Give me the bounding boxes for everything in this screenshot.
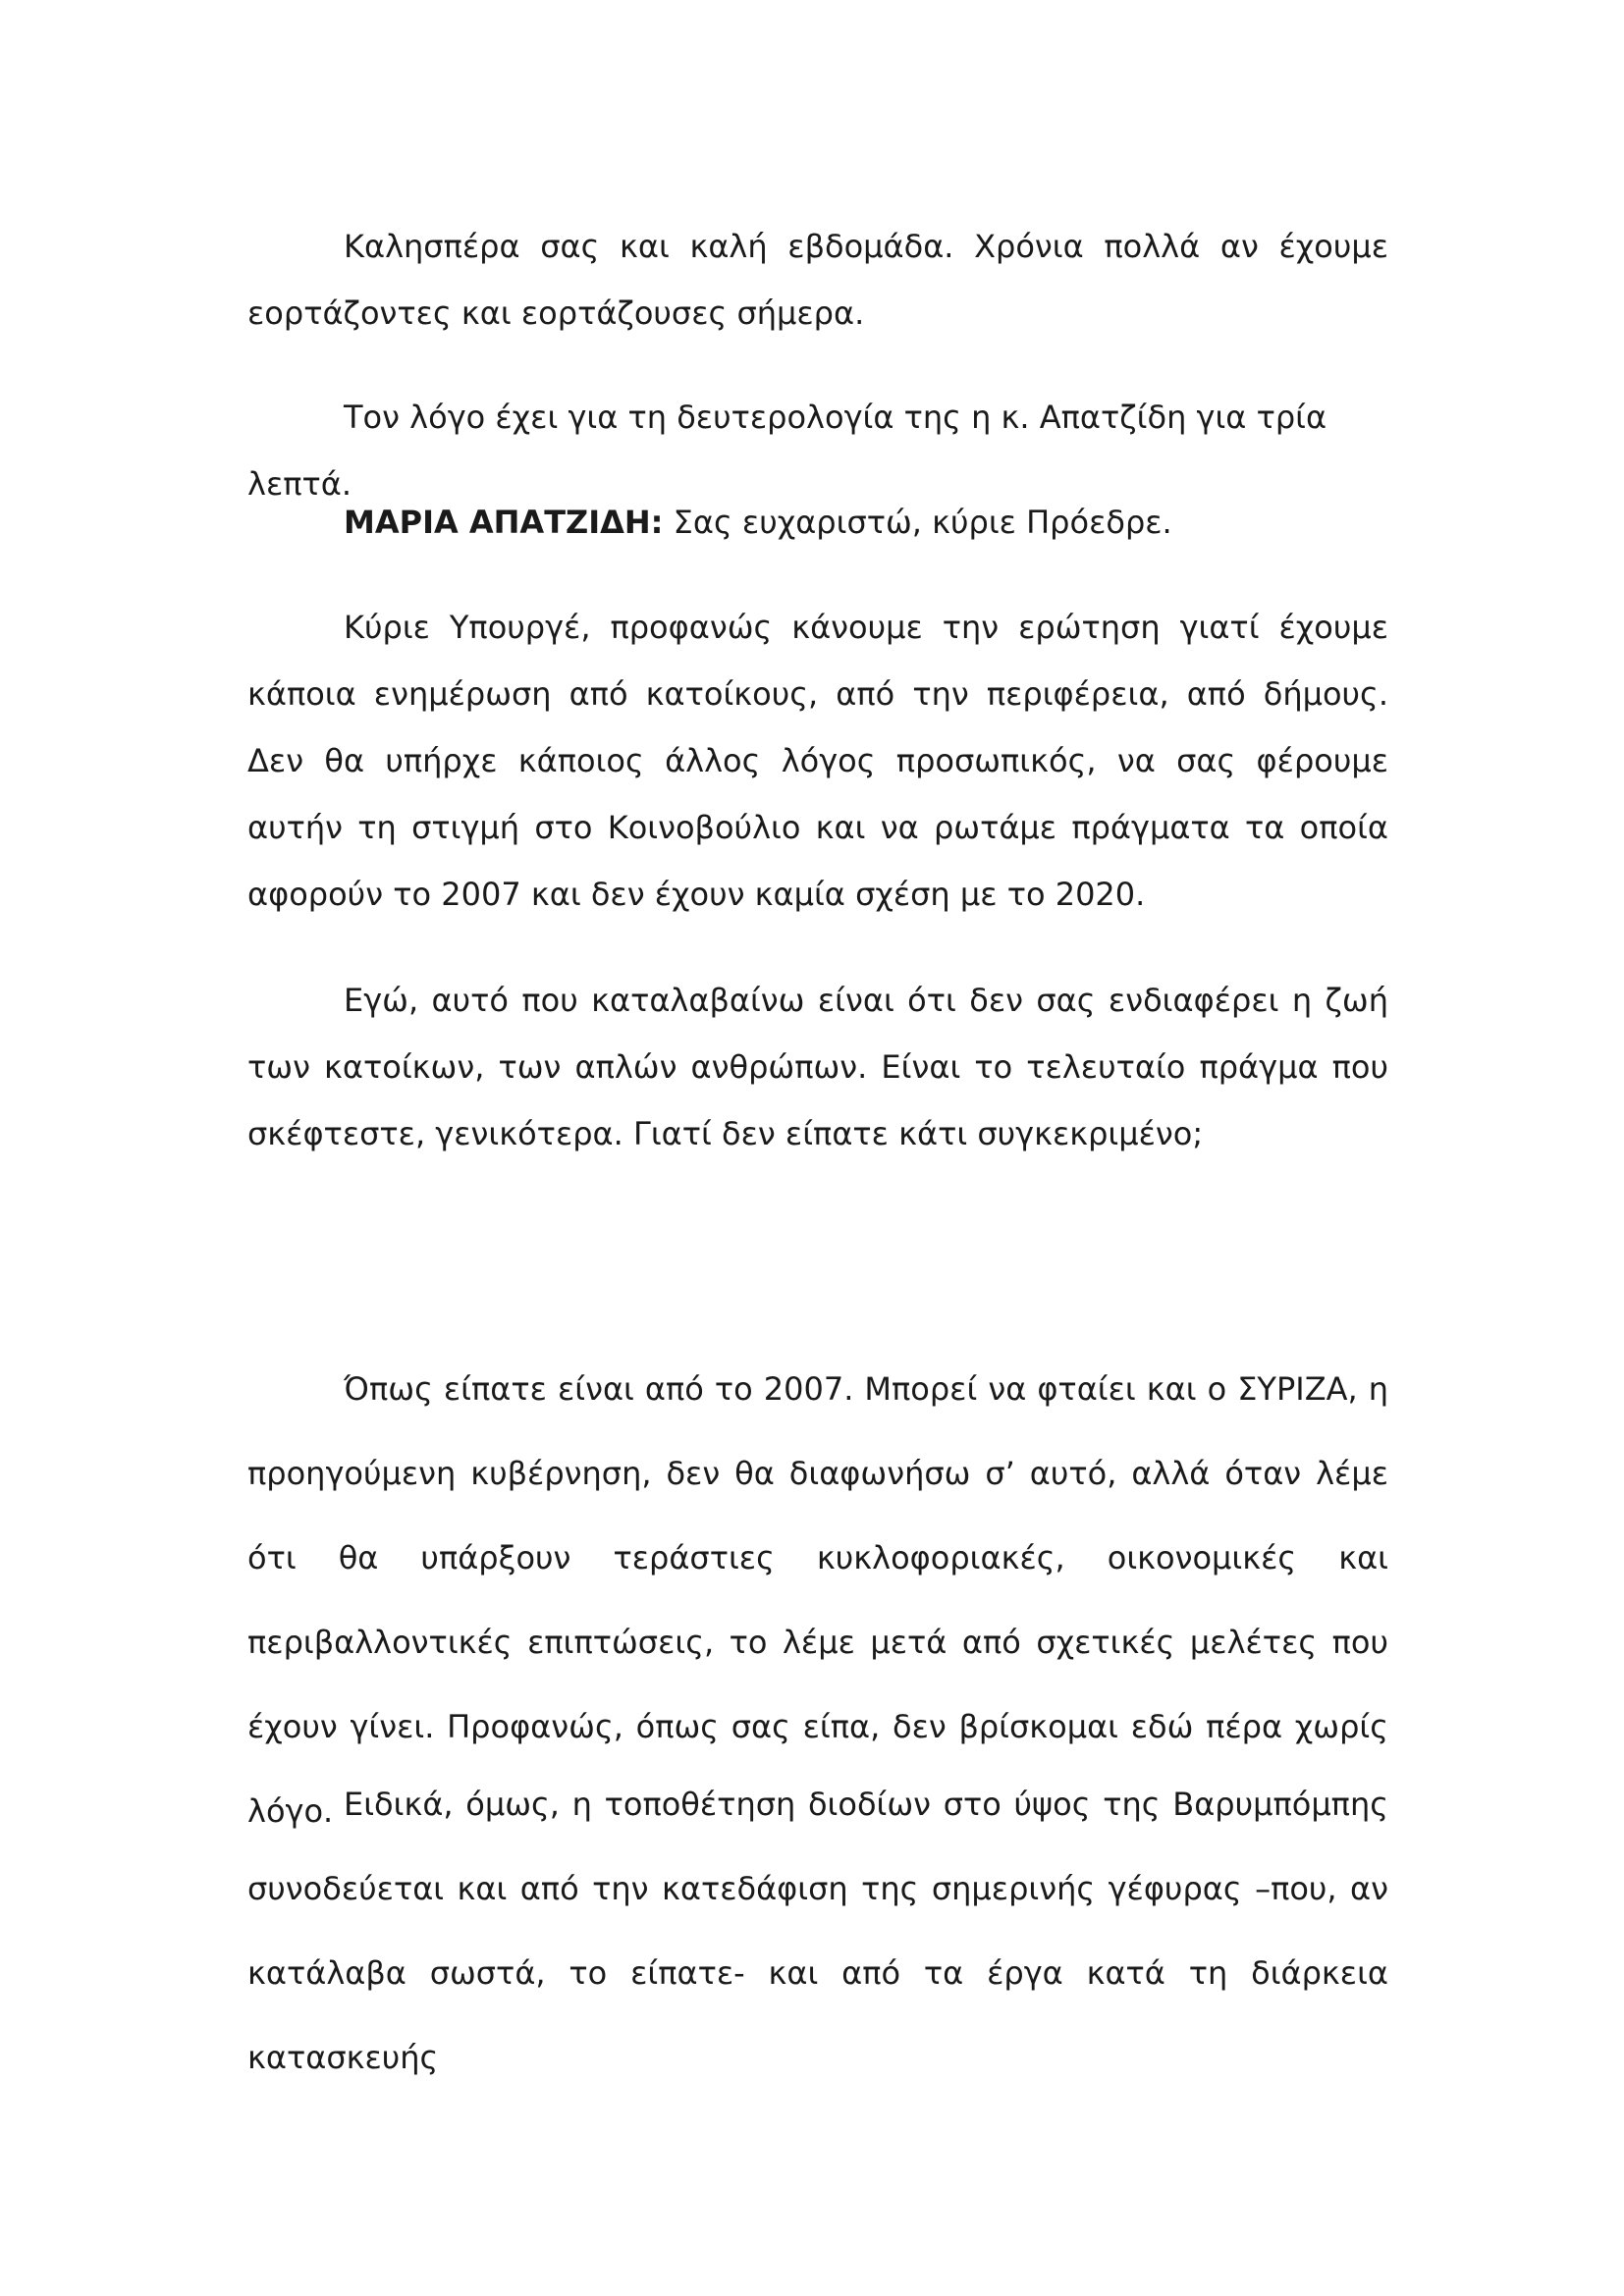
paragraph-speaker-thanks [247, 489, 1388, 556]
paragraph-residents-concern: Εγώ, αυτό που καταλαβαίνω είναι ότι δεν σας ενδιαφέρει η ζωή των κατοίκων, των απλών ανθρώπων. Είναι το τελευταίο πράγμα που σκέφτεστε, γενικότερα. Γιατί δεν είπατε κάτι συγκεκριμένο; [247, 982, 1388, 1152]
speaker-name: ΜΑΡΙΑ ΑΠΑΤΖΙΔΗ: [344, 504, 664, 541]
paragraph-tolls-bridge: Ειδικά, όμως, η τοποθέτηση διοδίων στο ύψος της Βαρυμπόμπης συνοδεύεται και από την κατεδάφιση της σημερινής γέφυρας –που, αν κατάλαβα σωστά, το είπατε- και από τα έργα κατά τη διάρκεια κατασκευής [247, 1786, 1388, 2076]
paragraph-question-reason: Κύριε Υπουργέ, προφανώς κάνουμε την ερώτηση γιατί έχουμε κάποια ενημέρωση από κατοίκους, από την περιφέρεια, από δήμους. Δεν θα υπήρχε κάποιος άλλος λόγος προσωπικός, να σας φέρουμε αυτήν τη στιγμή στο Κοινοβούλιο και να ρωτάμε πράγματα τα οποία αφορούν το 2007 και δεν έχουν καμία σχέση με το 2020. [247, 609, 1388, 913]
paragraph-impacts: Όπως είπατε είναι από το 2007. Μπορεί να φταίει και ο ΣΥΡΙΖΑ, η προηγούμενη κυβέρνηση, δεν θα διαφωνήσω σ’ αυτό, αλλά όταν λέμε ότι θα υπάρξουν τεράστιες κυκλοφοριακές, οικονομικές και περιβαλλοντικές επιπτώσεις, το λέμε μετά από σχετικές μελέτες που έχουν γίνει. Προφανώς, όπως σας είπα, δεν βρίσκομαι εδώ πέρα χωρίς λόγο. [247, 1370, 1388, 1830]
speaker-remark: Σας ευχαριστώ, κύριε Πρόεδρε. [663, 504, 1172, 541]
paragraph-floor-given: Τον λόγο έχει για τη δευτερολογία της η κ. Απατζίδη για τρία λεπτά. [247, 399, 1327, 503]
paragraph-greeting: Καλησπέρα σας και καλή εβδομάδα. Χρόνια πολλά αν έχουμε εορτάζοντες και εορτάζουσες σήμερα. [247, 228, 1388, 332]
